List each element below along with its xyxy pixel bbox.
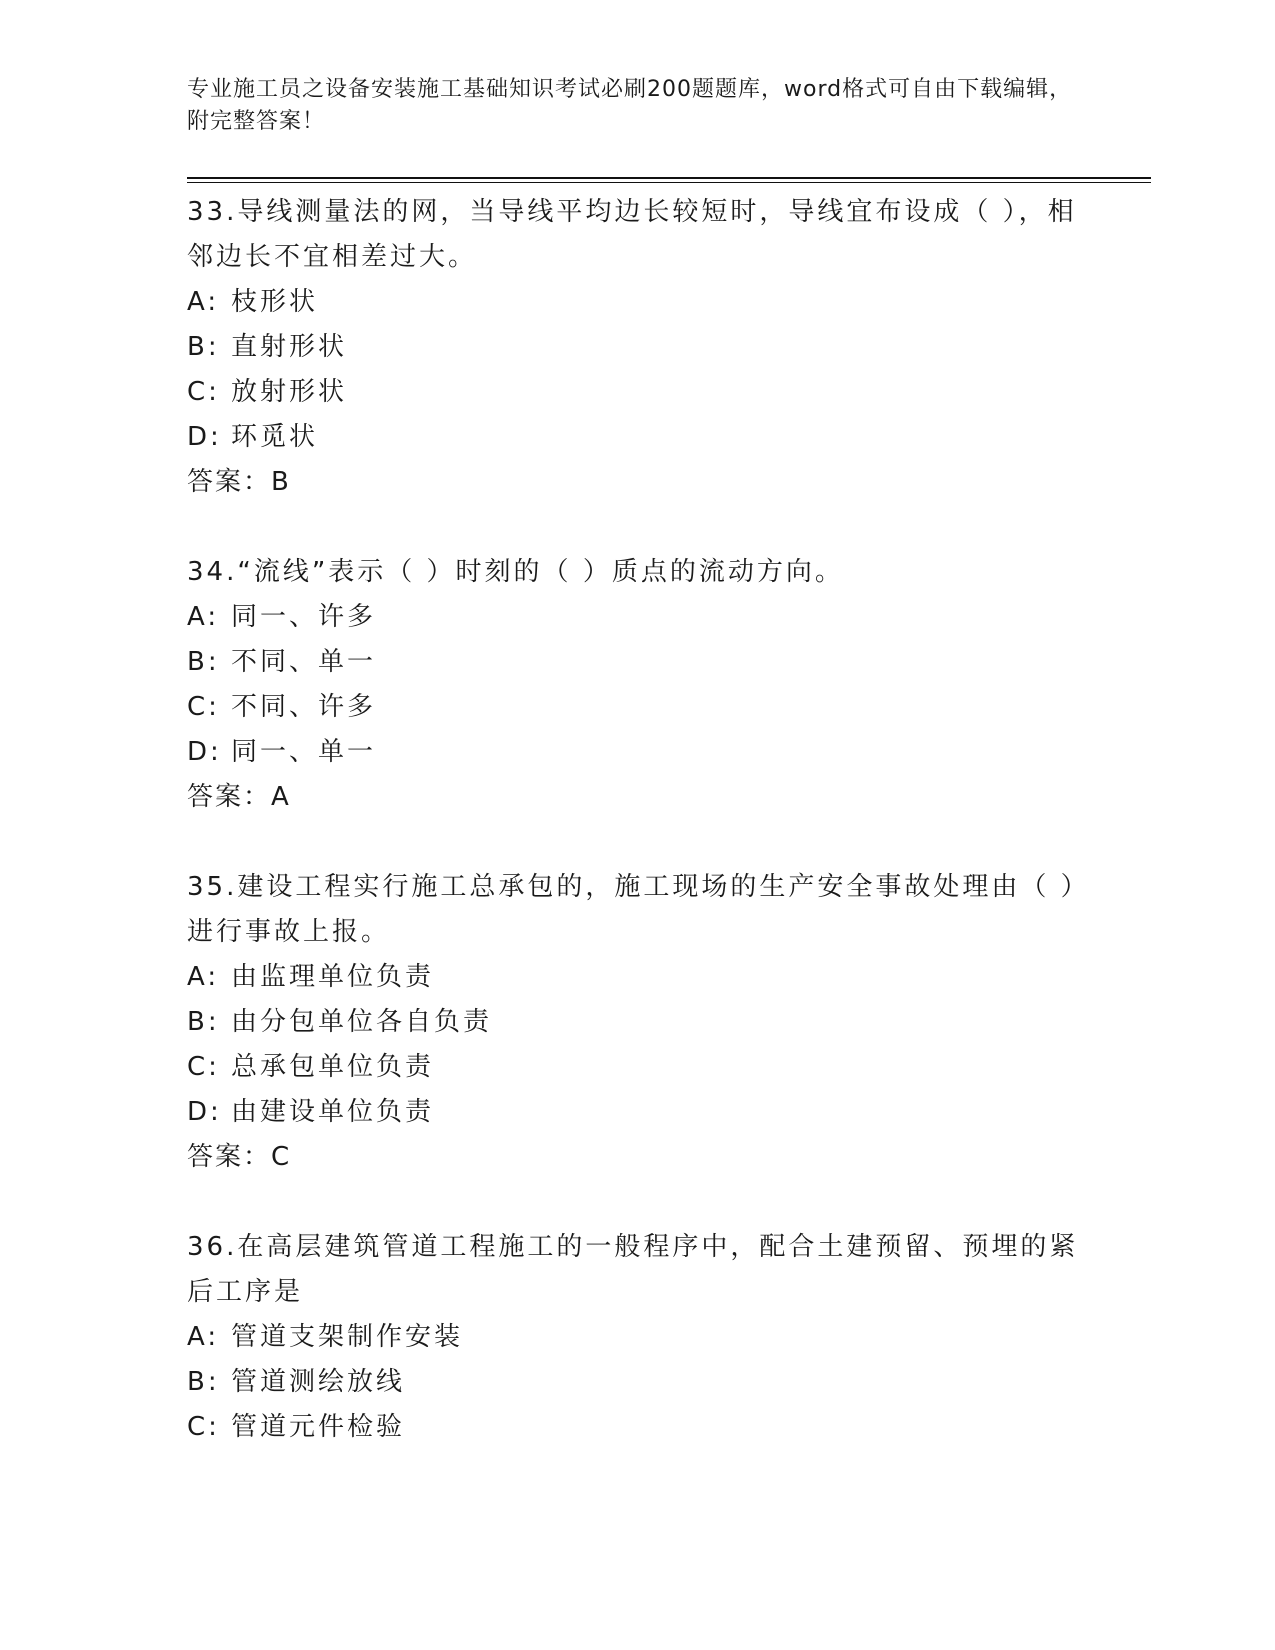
option-letter: D: (187, 1097, 222, 1127)
answer: 答案：B (187, 467, 291, 497)
option-text: 由建设单位负责 (231, 1097, 435, 1127)
answer: 答案：C (187, 1142, 292, 1172)
option-letter: A: (187, 287, 220, 317)
option-letter: B: (187, 647, 220, 677)
option-text: 不同、许多 (231, 692, 377, 722)
option-b (187, 325, 1087, 370)
header-divider-thin (187, 182, 1151, 183)
option-text: 由分包单位各自负责 (231, 1007, 493, 1037)
header-divider-thick (187, 177, 1151, 179)
option-letter: C: (187, 692, 220, 722)
option-letter: A: (187, 602, 220, 632)
question-35 (187, 865, 1087, 1180)
option-b (187, 1000, 1087, 1045)
option-text: 由监理单位负责 (231, 962, 435, 992)
question-text: 35.建设工程实行施工总承包的，施工现场的生产安全事故处理由（ ）进行事故上报。 (187, 872, 1077, 947)
option-a (187, 280, 1087, 325)
option-letter: B: (187, 1007, 220, 1037)
option-text: 不同、单一 (231, 647, 377, 677)
option-a (187, 595, 1087, 640)
option-b (187, 1360, 1087, 1405)
question-34 (187, 550, 1087, 820)
question-36 (187, 1225, 1087, 1450)
option-c (187, 1405, 1087, 1450)
option-text: 同一、许多 (231, 602, 377, 632)
question-text: 34.“流线”表示（ ）时刻的（ ）质点的流动方向。 (187, 557, 844, 587)
option-letter: D: (187, 422, 222, 452)
option-b (187, 640, 1087, 685)
option-text: 管道支架制作安装 (231, 1322, 464, 1352)
option-letter: A: (187, 1322, 220, 1352)
question-text: 36.在高层建筑管道工程施工的一般程序中，配合土建预留、预埋的紧后工序是 (187, 1232, 1079, 1307)
option-d (187, 1090, 1087, 1135)
option-letter: C: (187, 377, 220, 407)
option-letter: C: (187, 1412, 220, 1442)
option-letter: A: (187, 962, 220, 992)
document-header: 专业施工员之设备安装施工基础知识考试必刷200题题库，word格式可自由下载编辑，附完整答案！ (187, 77, 1073, 134)
question-33 (187, 190, 1087, 505)
answer: 答案：A (187, 782, 291, 812)
option-text: 放射形状 (231, 377, 348, 407)
option-c (187, 1045, 1087, 1090)
question-list (187, 190, 1087, 1495)
option-text: 管道元件检验 (231, 1412, 406, 1442)
option-text: 枝形状 (231, 287, 319, 317)
option-a (187, 1315, 1087, 1360)
option-c (187, 685, 1087, 730)
option-a (187, 955, 1087, 1000)
option-c (187, 370, 1087, 415)
option-letter: B: (187, 332, 220, 362)
option-d (187, 730, 1087, 775)
question-text: 33.导线测量法的网，当导线平均边长较短时，导线宜布设成（ ），相邻边长不宜相差过大。 (187, 197, 1077, 272)
option-letter: B: (187, 1367, 220, 1397)
option-text: 同一、单一 (231, 737, 377, 767)
option-letter: D: (187, 737, 222, 767)
option-letter: C: (187, 1052, 220, 1082)
option-text: 直射形状 (231, 332, 348, 362)
option-d (187, 415, 1087, 460)
option-text: 环觅状 (231, 422, 319, 452)
option-text: 管道测绘放线 (231, 1367, 406, 1397)
option-text: 总承包单位负责 (231, 1052, 435, 1082)
